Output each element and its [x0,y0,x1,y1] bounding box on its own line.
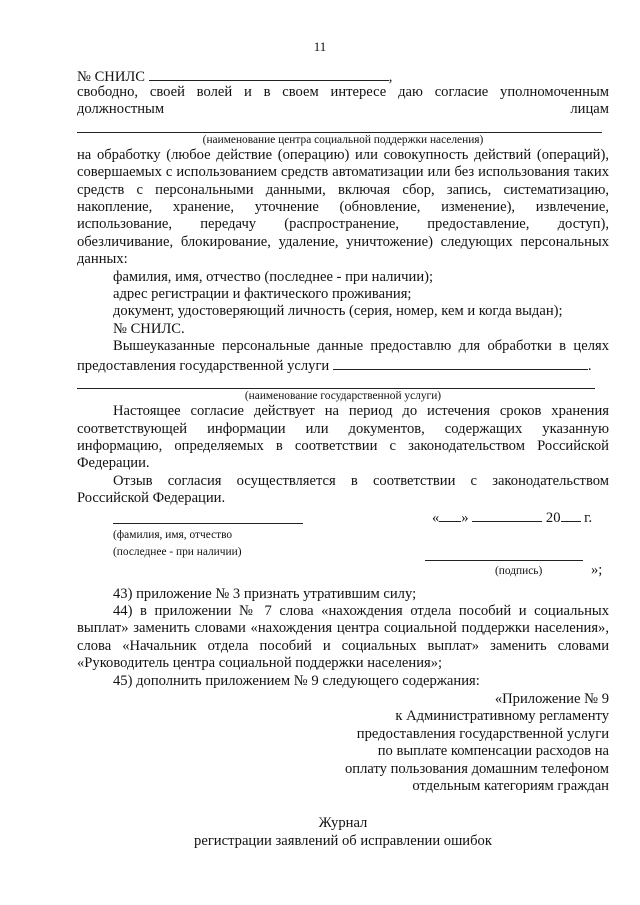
date-quote-open: « [432,509,440,526]
consent-p2: на обработку (любое действие (операцию) или совокупность действий (операций), совершаемых с использованием средств автоматизации или без использования таких средств с персональными данными, включая сбор, запись, систематизацию, накопление, хранение, уточнение (обновление, изменение), извлечение, использование, передачу (распространение, предоставление, доступ), обезличивание, блокирование, удаление, уничтожение) следующих персональных данных: [77,146,609,268]
snils-row [77,67,609,84]
purpose-paragraph [77,338,609,375]
month-blank [472,508,542,522]
snils-blank [149,67,389,81]
appendix-line: оплату пользования домашним телефоном [344,760,609,777]
consent-p1-right: лицам [570,101,609,118]
appendix-line: по выплате компенсации расходов на [377,743,609,760]
fio-blank [113,510,303,524]
appendix-line: «Приложение № 9 [494,690,609,707]
fio-caption-2: (последнее - при наличии) [113,545,242,558]
appendix-line: отдельным категориям граждан [412,778,609,794]
fio-caption-1: (фамилия, имя, отчество [113,528,233,541]
snils-trail: , [388,69,393,85]
appendix-header [77,691,609,795]
signature-end: »; [591,561,603,578]
revoke-paragraph: Отзыв согласия осуществляется в соответствии с законодательством Российской Федерации. [77,472,609,507]
document-body [77,67,609,850]
signature-blank [425,547,583,561]
purpose-text: Вышеуказанные персональные данные предоставлю для обработки в целях предоставления государственной услуги [77,338,609,374]
list-item: адрес регистрации и фактического проживания; [113,286,412,303]
list-item: № СНИЛС. [113,320,185,337]
item-43: 43) приложение № 3 признать утратившим силу; [113,585,417,602]
service-blank [333,356,588,370]
page-number: 11 [313,39,327,54]
service-name-blank [77,375,595,389]
date-row [432,508,592,527]
journal-subtitle: регистрации заявлений об исправлении ошибок [194,832,492,849]
year-prefix: 20 [545,509,561,526]
service-caption: (наименование государственной услуги) [244,390,442,403]
consent-p1-left: свободно, своей волей и в своем интересе даю согласие уполномоченным должностным [77,84,609,118]
snils-label: № СНИЛС [77,69,146,85]
list-item: документ, удостоверяющий личность (серия, номер, кем и когда выдан); [113,303,563,320]
term-paragraph: Настоящее согласие действует на период до истечения сроков хранения соответствующей информации или документов, содержащих указанную информацию, определяемых в соответствии с законодательством Российской Федерации. [77,403,609,472]
year-suffix: г. [584,509,593,526]
list-item: фамилия, имя, отчество (последнее - при наличии); [113,268,434,285]
consent-p1-text [77,84,609,119]
center-name-blank [77,119,602,133]
signature-caption: (подпись) [495,564,543,577]
center-name-caption: (наименование центра социальной поддержки населения) [202,133,484,146]
purpose-trail: . [587,357,592,374]
consent-p1 [77,84,609,119]
item-44: 44) в приложении № 7 слова «нахождения отдела пособий и социальных выплат» заменить словами «нахождения центра социальной поддержки населения», слова «Начальник отдела пособий и социальных выплат» заменить словами «Руководитель центра социальной поддержки населения»; [77,602,609,672]
date-quote-close: » [461,509,469,526]
day-blank [439,508,461,522]
journal-title: Журнал [318,815,368,832]
item-45: 45) дополнить приложением № 9 следующего содержания: [113,672,480,689]
signature-block [77,510,609,586]
year-blank [561,508,581,522]
appendix-line: предоставления государственной услуги [356,725,609,742]
appendix-line: к Административному регламенту [395,708,609,725]
data-list [77,269,609,339]
